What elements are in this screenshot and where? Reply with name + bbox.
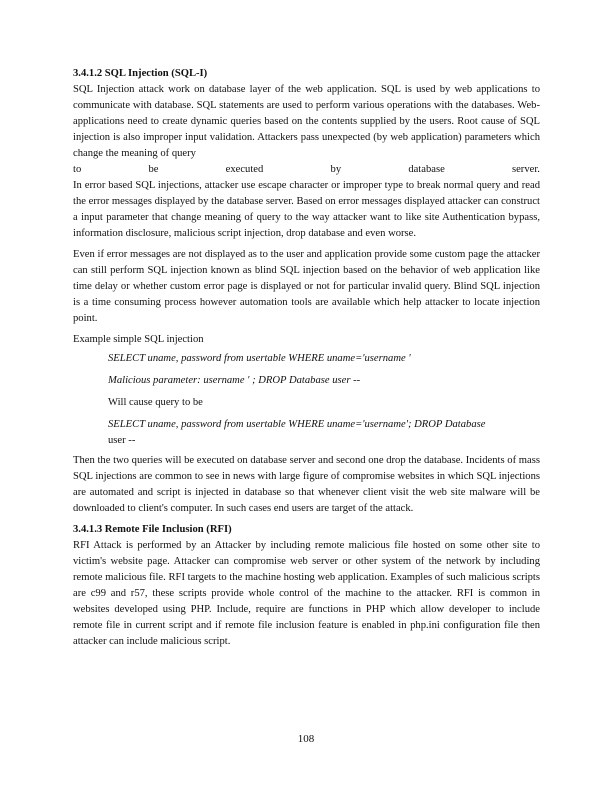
code-malicious-parameter: Malicious parameter: username ' ; DROP Database user -- [108, 375, 361, 386]
example-label: Example simple SQL injection [73, 334, 204, 345]
word: executed [225, 164, 264, 175]
sql-paragraph-3: Even if error messages are not displayed as to the user and application provide some custom page the attacker can still perform SQL injection known as blind SQL injection based on the behavior of web application like time delay or whether custom error page is displayed or not for particular invalid query. Blind SQL injection is a time consuming process however automation tools are available which help attacker to locate injection point. [73, 249, 540, 324]
word: be [148, 164, 159, 175]
word: database [408, 164, 445, 175]
word: by [330, 164, 342, 175]
code-result-query [73, 414, 540, 448]
rfi-paragraph-1: RFI Attack is performed by an Attacker by including remote malicious file hosted on some other site to victim's website page. Attacker can compromise web server or other system of the network by including remote malicious file. RFI targets to the machine hosting web application. Examples of such malicious scripts are c99 and r57, these scripts provide whole control of the machine to the attacker. RFI is common in websites developed using PHP. Include, require are functions in PHP which allow developer to include remote file in current script and if remote file inclusion feature is enabled in php.ini configuration file then attacker can include malicious script. [73, 540, 540, 647]
text-column [73, 66, 540, 650]
sql-paragraph-1-last-line [73, 162, 540, 178]
page-number: 108 [297, 733, 315, 745]
word: server. [511, 164, 540, 175]
code-result-continuation: user -- [108, 435, 136, 446]
code-cause-text: Will cause query to be [108, 397, 203, 408]
sql-paragraph-2: In error based SQL injections, attacker use escape character or improper type to break normal query and read the error messages displayed by the database server. Based on error messages displayed attacker can construct a input parameter that change meaning of query to the way attacker want to like site Authentication bypass, information disclosure, malicious script injection, drop database and even worse. [73, 180, 540, 239]
sql-paragraph-1: SQL Injection attack work on database layer of the web application. SQL is used by web applications to communicate with database. SQL statements are used to perform various operations with the databases. Web-applications need to create dynamic queries based on the contents supplied by the users. Root cause of SQL injection is also improper input validation. Attackers pass unexpected (by web application) parameters which change the meaning of query [73, 84, 540, 159]
code-result-line: SELECT uname, password from usertable WHERE uname='username'; DROP Database [108, 419, 486, 430]
sql-injection-heading: 3.4.1.2 SQL Injection (SQL-I) [73, 68, 208, 79]
sql-paragraph-4: Then the two queries will be executed on database server and second one drop the database. Incidents of mass SQL injections are common to see in news with large figure of compromise websites in which SQL injections are automated and script is injected in database so that whenever client visit the web site malware will be downloaded to client's computer. In such cases end users are target of the attack. [73, 455, 540, 514]
rfi-heading: 3.4.1.3 Remote File Inclusion (RFI) [73, 524, 232, 535]
word: to [73, 164, 82, 175]
code-query: SELECT uname, password from usertable WHERE uname='username ' [108, 353, 411, 364]
